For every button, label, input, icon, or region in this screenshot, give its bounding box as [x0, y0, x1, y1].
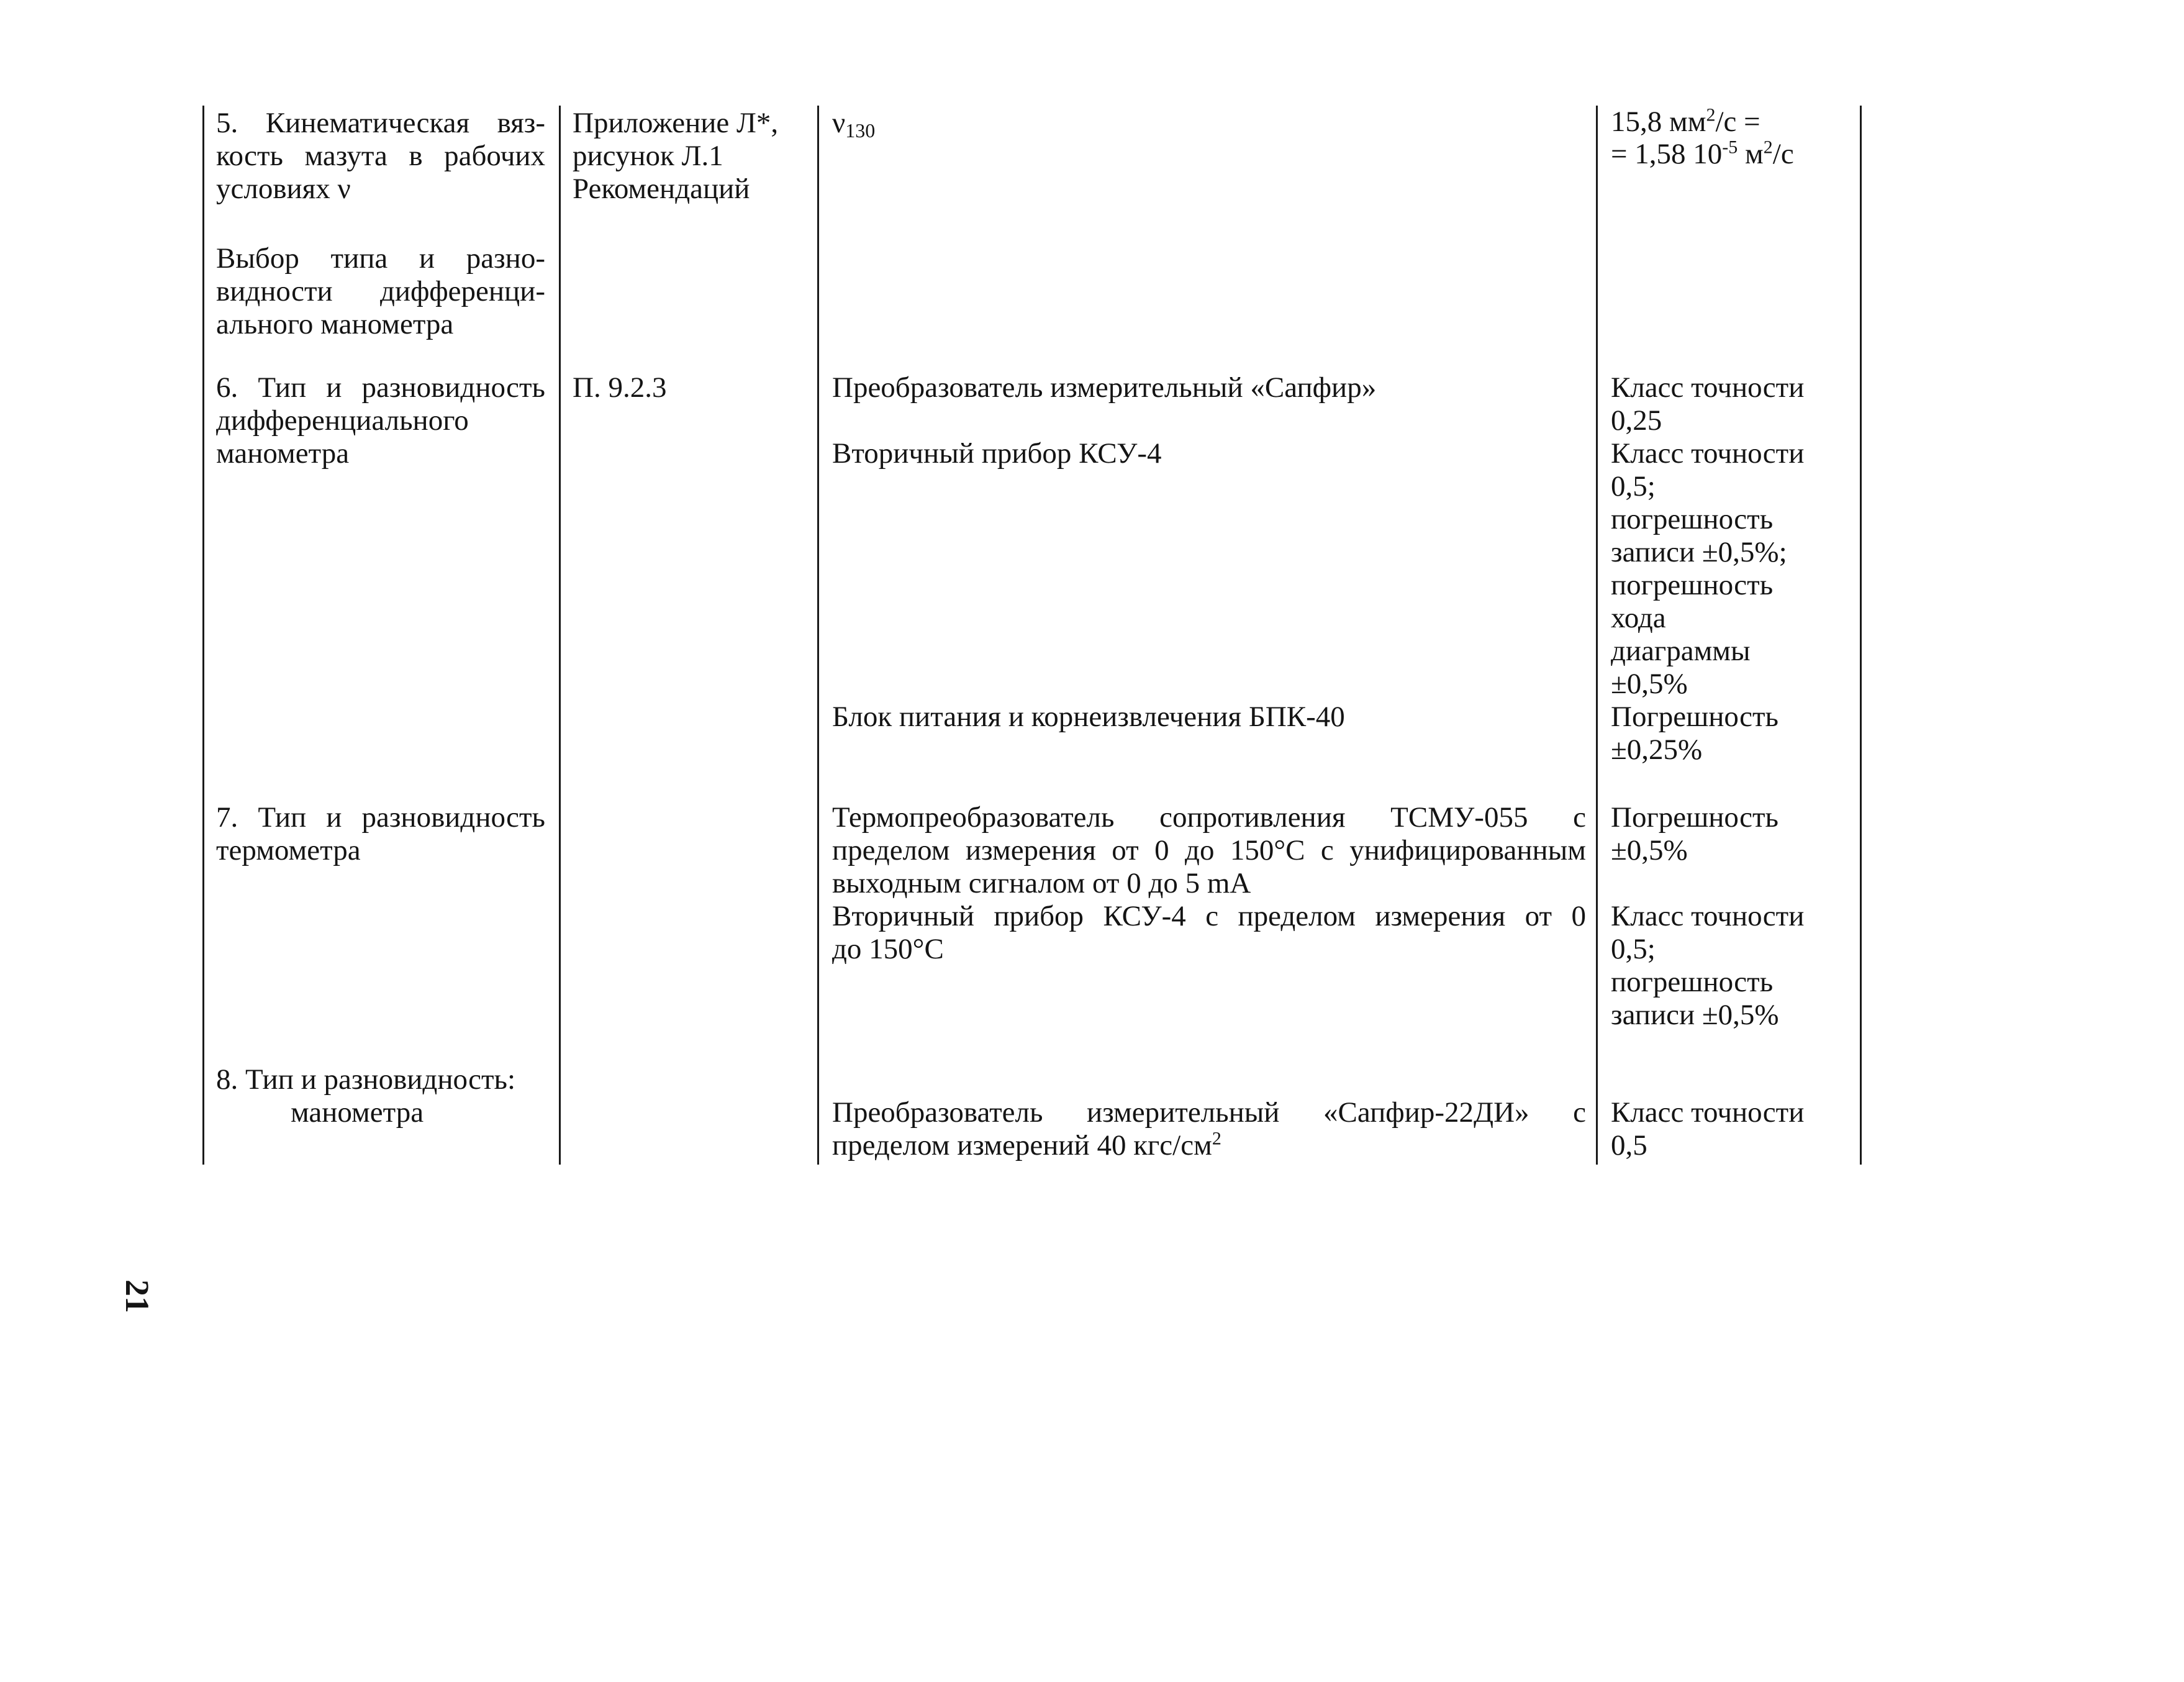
- text-line: 0,5;: [1611, 933, 1656, 965]
- text-line: ±0,25%: [1611, 734, 1703, 766]
- text-line: Выбор типа и разно-: [216, 242, 545, 275]
- text-line: манометра: [291, 1096, 424, 1129]
- text-line: погрешность: [1611, 966, 1774, 998]
- text-line: ального манометра: [216, 308, 454, 340]
- row-6-item-2: Вторичный прибор КСУ-4: [832, 437, 1162, 470]
- text-line: Класс точности: [1611, 1096, 1805, 1129]
- text-line: до 150°С: [832, 933, 944, 965]
- text-line: термометра: [216, 834, 361, 866]
- text-line: 6. Тип и разновидность: [216, 371, 545, 404]
- text-line: 7. Тип и разновидность: [216, 801, 545, 834]
- text-line: пределом измерения от 0 до 150°С с унифицированным: [832, 834, 1586, 866]
- text-line: диаграммы: [1611, 635, 1751, 667]
- text-line: 0,25: [1611, 404, 1662, 437]
- text-line: хода: [1611, 602, 1666, 634]
- table-column-rule: [1860, 106, 1862, 1165]
- text-line: Класс точности: [1611, 900, 1805, 932]
- text-line: 8. Тип и разновидность:: [216, 1063, 516, 1096]
- text-line: Погрешность: [1611, 701, 1778, 733]
- text-line: рисунок Л.1: [573, 140, 723, 172]
- text-line: 0,5: [1611, 1129, 1647, 1161]
- row-6-source: П. 9.2.3: [573, 371, 667, 404]
- text-line: пределом измерений 40 кгс/$см^2$: [832, 1128, 1221, 1161]
- row-6-item-1: Преобразователь измерительный «Сапфир»: [832, 371, 1377, 404]
- text-line: 5. Кинематическая вяз-: [216, 107, 545, 139]
- text-line: погрешность: [1611, 503, 1774, 535]
- text-line: = 1,58 $10^{-5}$ $м^2/с$: [1611, 137, 1794, 170]
- row-6-item-3: Блок питания и корнеизвлечения БПК-40: [832, 701, 1345, 733]
- text-line: Класс точности: [1611, 437, 1805, 470]
- table-column-rule: [559, 106, 561, 1165]
- text-line: 15,8 $мм^2/с$ =: [1611, 104, 1760, 138]
- text-line: Приложение Л*,: [573, 107, 779, 139]
- text-line: погрешность: [1611, 569, 1774, 601]
- text-line: условиях ν: [216, 173, 351, 205]
- text-line: выходным сигналом от 0 до 5 mA: [832, 867, 1251, 899]
- table-column-rule: [1596, 106, 1598, 1165]
- text-line: Рекомендаций: [573, 173, 750, 205]
- text-line: Погрешность: [1611, 801, 1778, 834]
- row-5-symbol: $\nu_{130}$: [832, 107, 876, 142]
- text-line: Класс точности: [1611, 371, 1805, 404]
- text-line: Вторичный прибор КСУ-4 с пределом измерения от 0: [832, 900, 1586, 932]
- text-line: видности дифференци-: [216, 275, 545, 307]
- text-line: манометра: [216, 437, 350, 470]
- table-column-rule: [202, 106, 204, 1165]
- table-column-rule: [817, 106, 819, 1165]
- text-line: Преобразователь измерительный «Сапфир-22ДИ» с: [832, 1096, 1586, 1129]
- text-line: ±0,5%: [1611, 668, 1688, 700]
- text-line: записи ±0,5%;: [1611, 536, 1787, 568]
- text-line: 0,5;: [1611, 470, 1656, 502]
- text-line: кость мазута в рабочих: [216, 140, 545, 172]
- text-line: Термопреобразователь сопротивления ТСМУ-055 с: [832, 801, 1586, 834]
- text-line: записи ±0,5%: [1611, 999, 1779, 1031]
- text-line: дифференциального: [216, 404, 469, 437]
- page-number: 21: [119, 1280, 156, 1313]
- text-line: ±0,5%: [1611, 834, 1688, 866]
